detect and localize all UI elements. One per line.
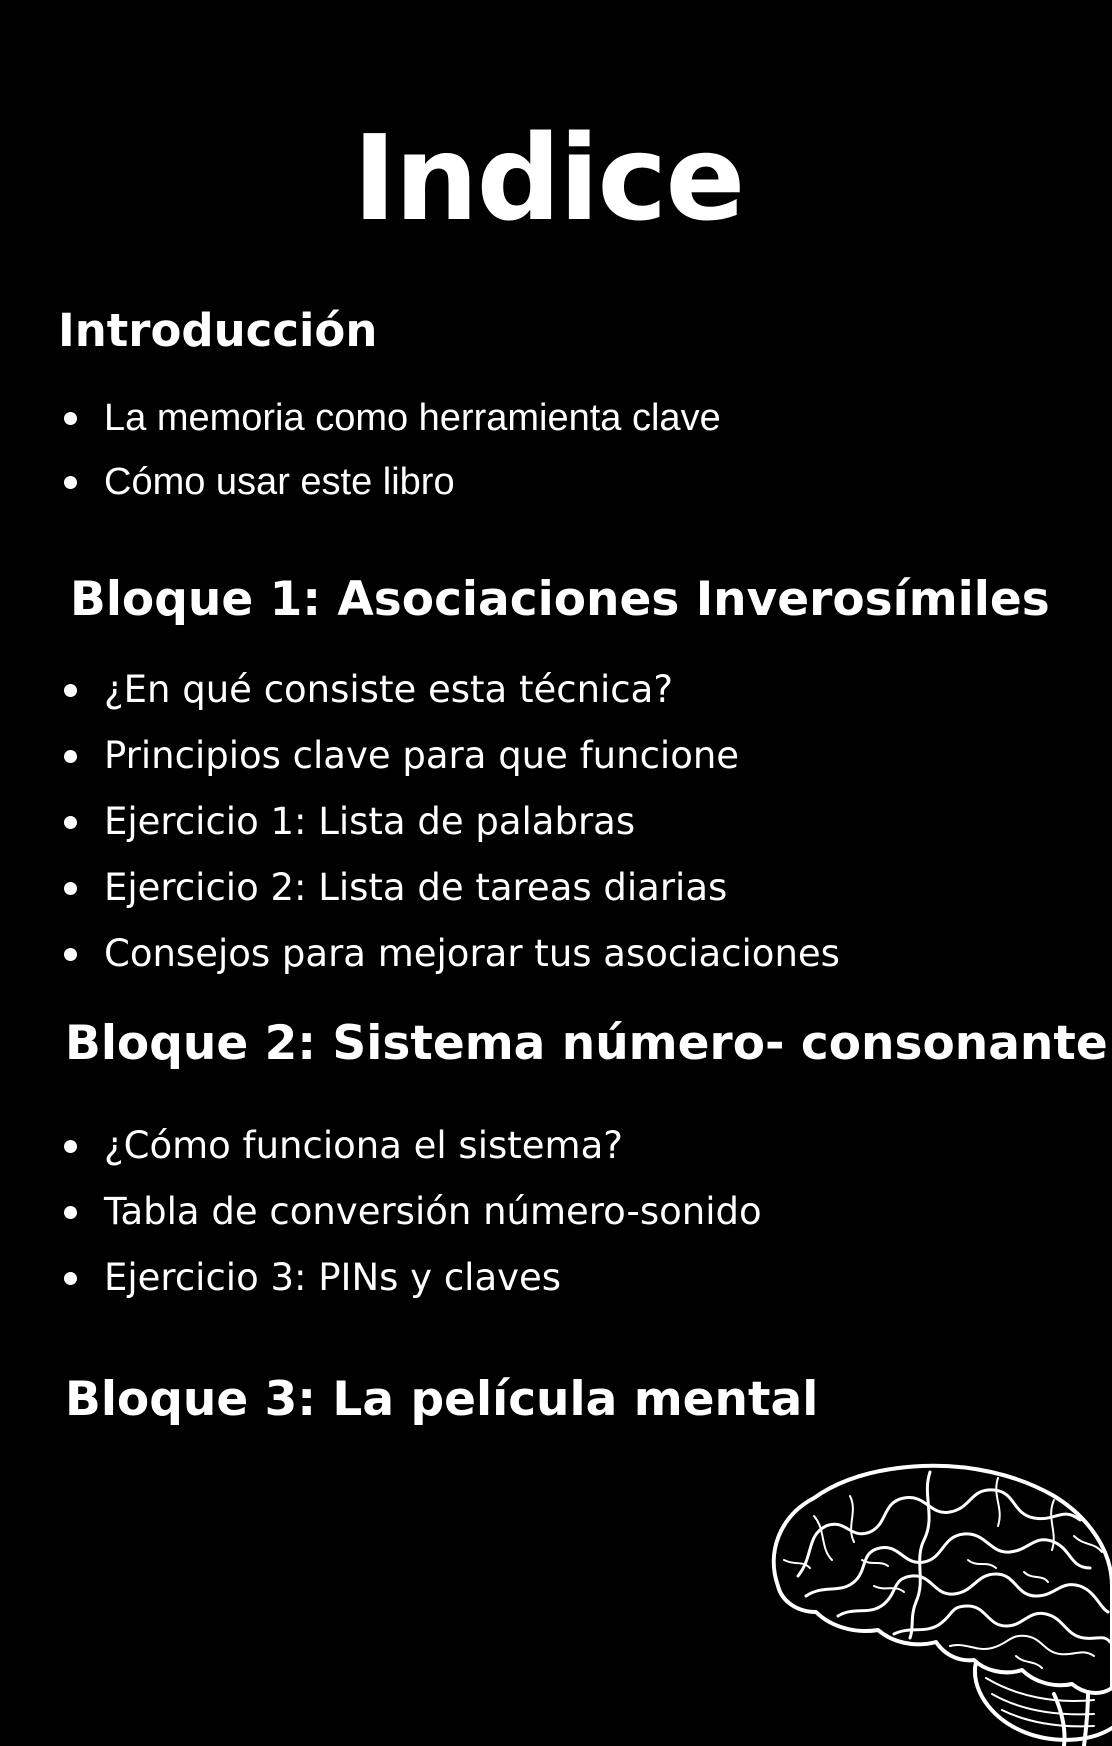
- list-item: La memoria como herramienta clave: [56, 386, 721, 450]
- section-heading-introduccion: Introducción: [58, 304, 378, 357]
- section-heading-bloque-2: Bloque 2: Sistema número- consonante: [65, 1016, 1108, 1071]
- page-title: Indice: [352, 109, 744, 247]
- section-heading-bloque-3: Bloque 3: La película mental: [65, 1372, 819, 1427]
- brain-illustration-icon: [754, 1456, 1112, 1746]
- section-list-bloque-1: [56, 657, 840, 987]
- list-item: Ejercicio 3: PINs y claves: [56, 1245, 762, 1311]
- list-item: ¿Cómo funciona el sistema?: [56, 1113, 762, 1179]
- list-item: ¿En qué consiste esta técnica?: [56, 657, 840, 723]
- section-list-introduccion: [56, 386, 721, 514]
- list-item: Principios clave para que funcione: [56, 723, 840, 789]
- list-item: Ejercicio 1: Lista de palabras: [56, 789, 840, 855]
- section-heading-bloque-1: Bloque 1: Asociaciones Inverosímiles: [70, 572, 1050, 627]
- section-list-bloque-2: [56, 1113, 762, 1311]
- list-item: Cómo usar este libro: [56, 450, 721, 514]
- list-item: Tabla de conversión número-sonido: [56, 1179, 762, 1245]
- list-item: Ejercicio 2: Lista de tareas diarias: [56, 855, 840, 921]
- list-item: Consejos para mejorar tus asociaciones: [56, 921, 840, 987]
